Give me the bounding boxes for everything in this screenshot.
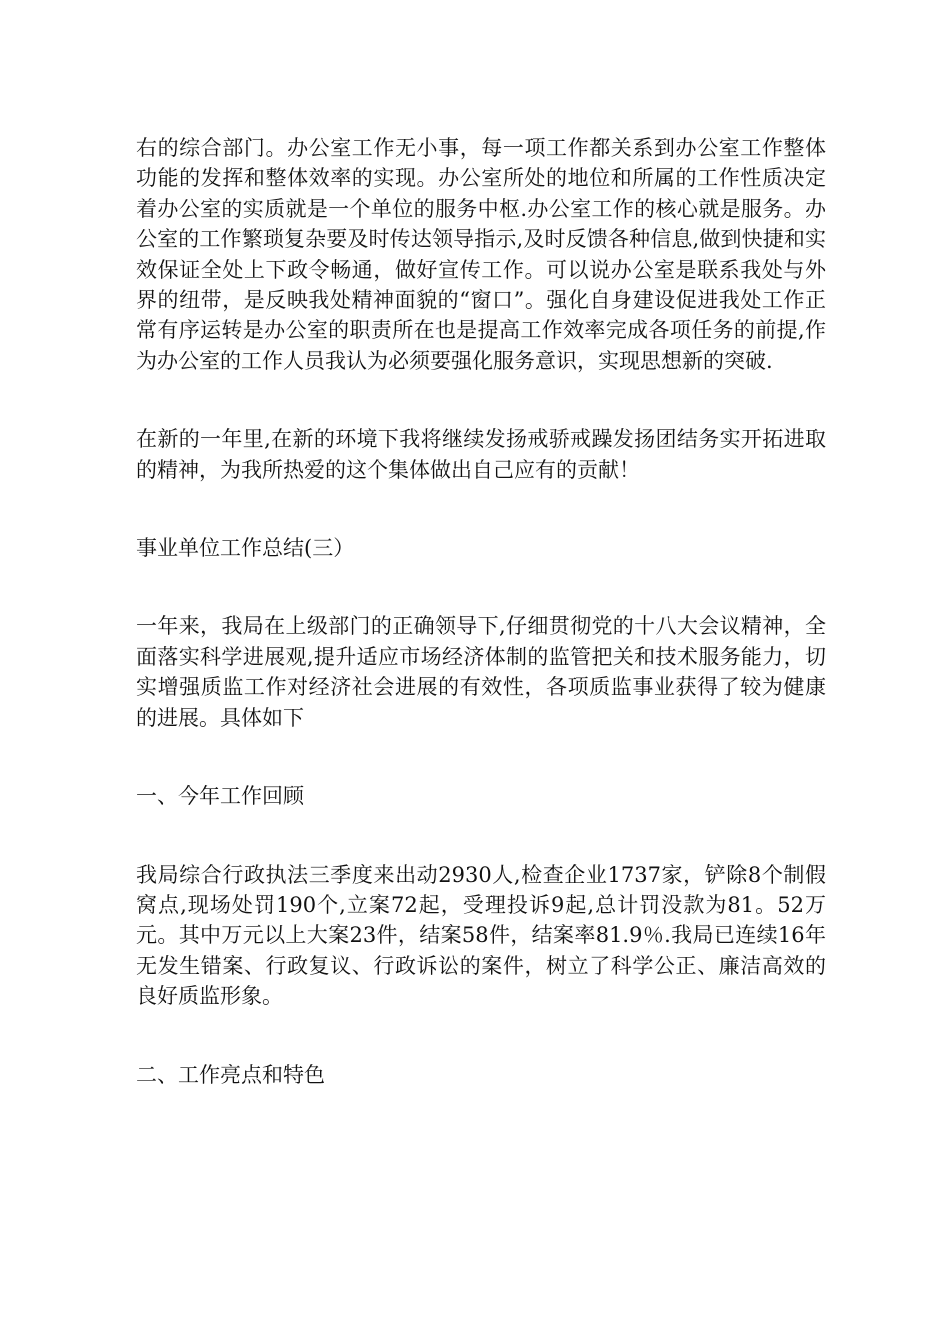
paragraph-year-overview: 一年来，我局在上级部门的正确领导下,仔细贯彻党的十八大会议精神，全面落实科学进展观,提升适应市场经济体制的监管把关和技术服务能力，切实增强质监工作对经济社会进展的有效性，各项质监事业获得了较为健康的进展。具体如下 [136, 614, 826, 730]
heading-annual-review: 一、今年工作回顾 [136, 784, 304, 809]
paragraph-enforcement-stats: 我局综合行政执法三季度来出动2930人,检查企业1737家，铲除8个制假窝点,现场处罚190个,立案72起，受理投诉9起,总计罚没款为81。52万元。其中万元以上大案23件，结案58件，结案率81.9％.我局已连续16年无发生错案、行政复议、行政诉讼的案件，树立了科学公正、廉洁高效的良好质监形象。 [136, 862, 826, 1009]
paragraph-new-year: 在新的一年里,在新的环境下我将继续发扬戒骄戒躁发扬团结务实开拓进取的精神，为我所热爱的这个集体做出自己应有的贡献！ [136, 427, 826, 482]
document-page [136, 133, 826, 1090]
paragraph-office-role: 右的综合部门。办公室工作无小事，每一项工作都关系到办公室工作整体功能的发挥和整体效率的实现。办公室所处的地位和所属的工作性质决定着办公室的实质就是一个单位的服务中枢.办公室工作的核心就是服务。办公室的工作繁琐复杂要及时传达领导指示,及时反馈各种信息,做到快捷和实效保证全处上下政令畅通，做好宣传工作。可以说办公室是联系我处与外界的纽带，是反映我处精神面貌的“窗口”。强化自身建设促进我处工作正常有序运转是办公室的职责所在也是提高工作效率完成各项任务的前提,作为办公室的工作人员我认为必须要强化服务意识，实现思想新的突破. [136, 136, 826, 373]
section-title-summary-three: 事业单位工作总结(三） [136, 536, 355, 561]
heading-highlights: 二、工作亮点和特色 [136, 1062, 325, 1087]
